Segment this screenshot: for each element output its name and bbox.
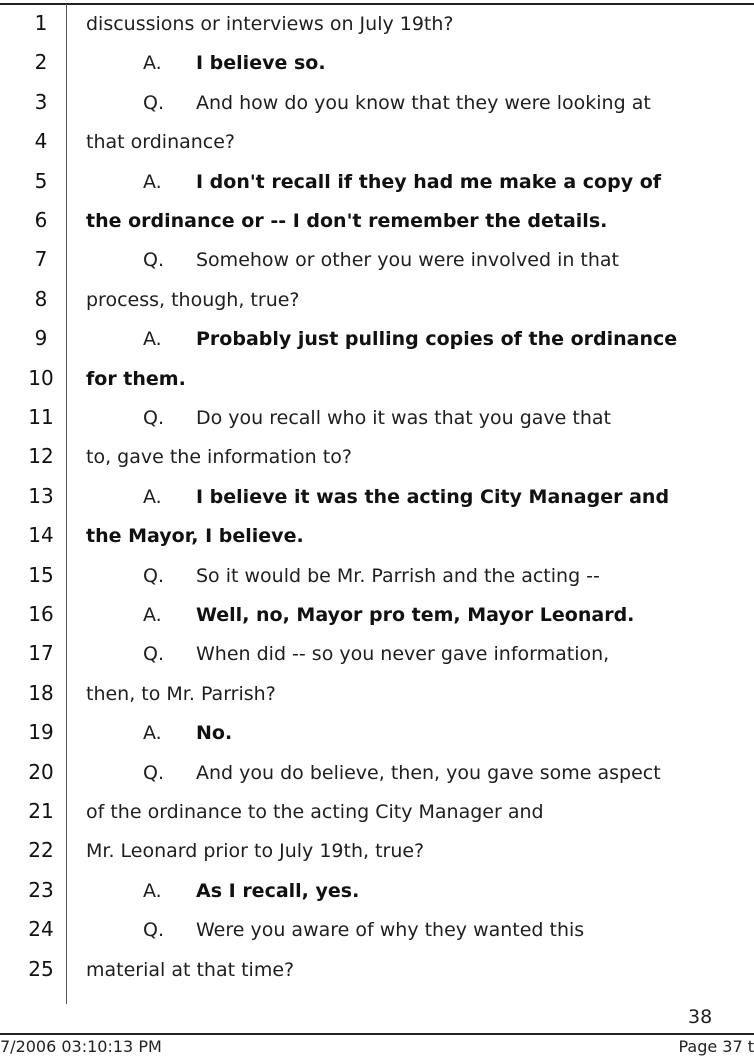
transcript-line xyxy=(0,322,754,361)
question-text: then, to Mr. Parrish? xyxy=(86,682,276,705)
question-text: process, though, true? xyxy=(86,288,300,311)
answer-text: the ordinance or -- I don't remember the details. xyxy=(86,210,608,232)
transcript-line xyxy=(0,756,754,795)
line-number: 13 xyxy=(28,483,54,508)
speaker-label: Q. xyxy=(143,91,164,114)
footer-timestamp: 7/2006 03:10:13 PM xyxy=(0,1037,162,1056)
line-number: 20 xyxy=(28,759,54,784)
speaker-label: Q. xyxy=(143,643,164,666)
speaker-label: Q. xyxy=(143,761,164,784)
transcript-line xyxy=(0,401,754,440)
answer-text: No. xyxy=(196,722,233,745)
question-text: Were you aware of why they wanted this xyxy=(196,919,585,942)
speaker-label: A. xyxy=(143,328,162,351)
answer-text: Well, no, Mayor pro tem, Mayor Leonard. xyxy=(196,604,635,626)
transcript-line xyxy=(0,519,754,558)
transcript-line xyxy=(0,125,754,164)
line-number: 1 xyxy=(34,11,48,35)
line-number: 5 xyxy=(34,168,48,193)
question-text: to, gave the information to? xyxy=(86,446,352,469)
question-text: Somehow or other you were involved in that xyxy=(196,249,620,272)
line-number: 8 xyxy=(34,286,48,311)
question-text: Do you recall who it was that you gave that xyxy=(196,407,611,429)
line-number: 6 xyxy=(34,208,48,232)
transcript-line xyxy=(0,480,754,519)
transcript-line xyxy=(0,834,754,873)
question-text: So it would be Mr. Parrish and the acting -- xyxy=(196,564,600,587)
question-text: And how do you know that they were looking at xyxy=(196,91,651,114)
answer-text: for them. xyxy=(86,367,186,390)
transcript-line xyxy=(0,874,754,913)
line-number: 17 xyxy=(28,641,54,666)
line-number: 21 xyxy=(28,799,54,823)
speaker-label: Q. xyxy=(143,407,164,429)
line-number: 24 xyxy=(28,917,54,942)
transcript-line xyxy=(0,46,754,85)
line-number: 7 xyxy=(34,247,48,272)
transcript-line xyxy=(0,7,754,46)
line-number: 2 xyxy=(34,50,48,75)
answer-text: I don't recall if they had me make a copy of xyxy=(196,170,662,193)
line-number: 16 xyxy=(28,602,54,626)
transcript-line xyxy=(0,440,754,479)
line-number: 15 xyxy=(28,562,54,587)
transcript-line xyxy=(0,637,754,676)
speaker-label: A. xyxy=(143,485,162,508)
line-number: 18 xyxy=(28,680,54,705)
answer-text: I believe so. xyxy=(196,52,326,75)
line-number: 19 xyxy=(28,720,54,745)
question-text: discussions or interviews on July 19th? xyxy=(86,13,454,35)
transcript-line xyxy=(0,243,754,282)
answer-text: I believe it was the acting City Manager and xyxy=(196,485,670,508)
speaker-label: A. xyxy=(143,604,162,626)
question-text: that ordinance? xyxy=(86,131,236,154)
transcript-line xyxy=(0,204,754,243)
line-number: 12 xyxy=(28,444,54,469)
answer-text: As I recall, yes. xyxy=(196,879,360,902)
transcript-line xyxy=(0,716,754,755)
answer-text: the Mayor, I believe. xyxy=(86,525,304,548)
footer-page-range: Page 37 t xyxy=(678,1037,754,1056)
question-text: of the ordinance to the acting City Manager and xyxy=(86,801,544,823)
transcript-line xyxy=(0,598,754,637)
speaker-label: Q. xyxy=(143,564,164,587)
line-number: 9 xyxy=(34,326,48,351)
transcript-line xyxy=(0,165,754,204)
line-number: 4 xyxy=(34,129,48,154)
transcript-line xyxy=(0,677,754,716)
transcript-line xyxy=(0,559,754,598)
transcript-line xyxy=(0,86,754,125)
transcript-line xyxy=(0,913,754,952)
speaker-label: A. xyxy=(143,879,162,902)
line-number: 23 xyxy=(28,877,54,902)
speaker-label: A. xyxy=(143,170,162,193)
speaker-label: A. xyxy=(143,52,162,75)
speaker-label: Q. xyxy=(143,249,164,272)
line-number: 25 xyxy=(28,956,54,981)
line-number: 22 xyxy=(28,838,54,863)
line-number: 10 xyxy=(28,365,54,390)
bottom-rule xyxy=(0,1033,754,1035)
transcript-line xyxy=(0,283,754,322)
top-rule xyxy=(0,3,754,5)
question-text: Mr. Leonard prior to July 19th, true? xyxy=(86,840,425,863)
speaker-label: Q. xyxy=(143,919,164,942)
transcript-line xyxy=(0,795,754,834)
answer-text: Probably just pulling copies of the ordinance xyxy=(196,328,678,351)
question-text: material at that time? xyxy=(86,958,295,981)
question-text: And you do believe, then, you gave some aspect xyxy=(196,761,661,784)
page-number: 38 xyxy=(688,1006,713,1028)
line-number: 11 xyxy=(28,405,54,429)
transcript-line xyxy=(0,362,754,401)
transcript-line xyxy=(0,953,754,992)
speaker-label: A. xyxy=(143,722,162,745)
question-text: When did -- so you never gave information, xyxy=(196,643,610,666)
line-number: 3 xyxy=(34,89,48,114)
line-number: 14 xyxy=(28,523,54,548)
